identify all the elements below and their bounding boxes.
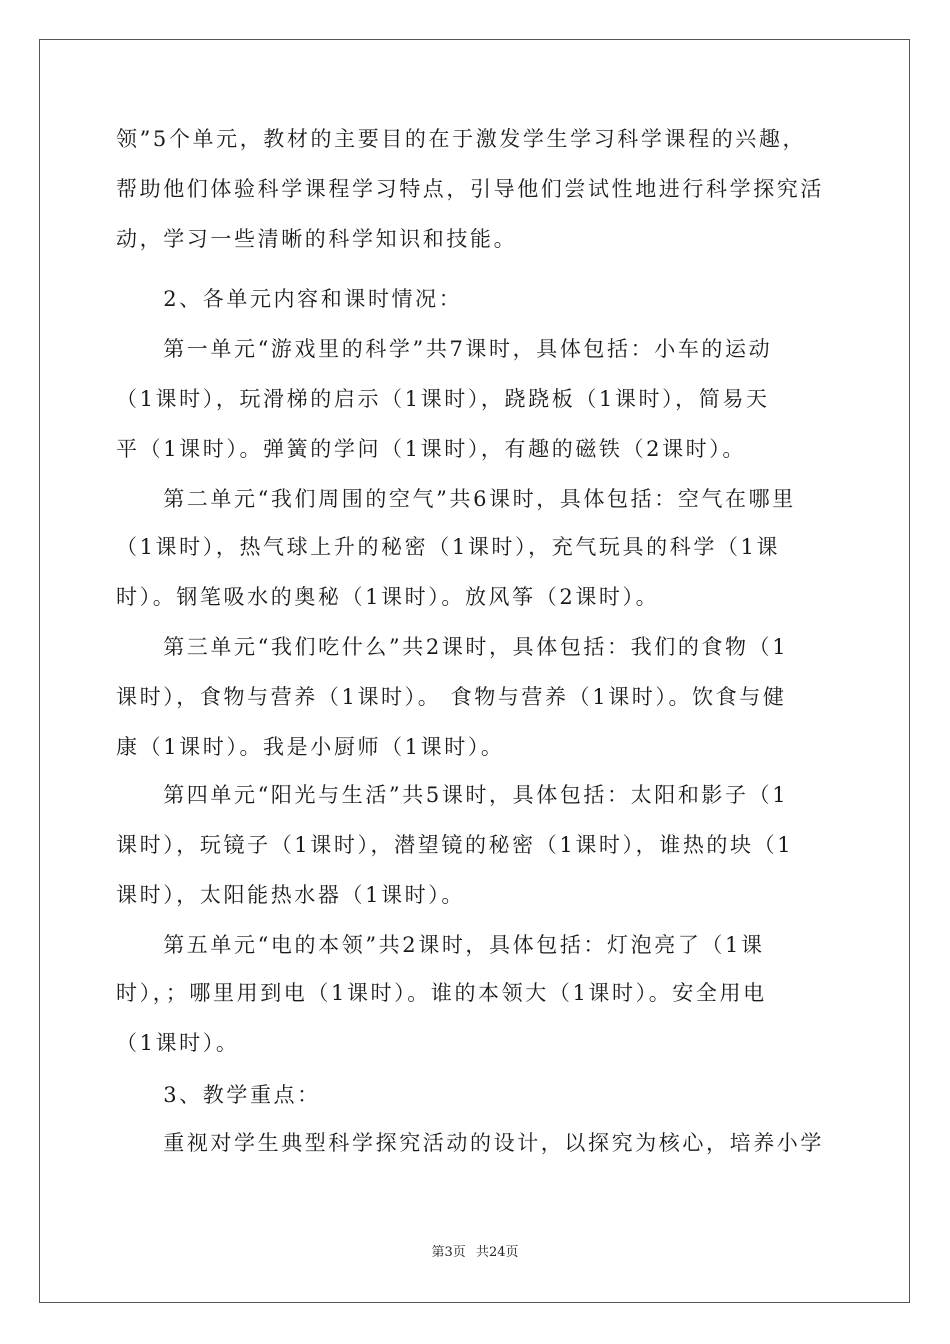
- text-line: 平（1课时）。弹簧的学问（1课时），有趣的磁铁（2课时）。: [116, 437, 746, 461]
- text-line: 第四单元“阳光与生活”共5课时，具体包括：太阳和影子（1: [116, 783, 789, 807]
- text-line: 第三单元“我们吃什么”共2课时，具体包括：我们的食物（1: [116, 635, 789, 659]
- text-line: 时），；哪里用到电（1课时）。谁的本领大（1课时）。安全用电: [116, 981, 767, 1005]
- text-line: 课时），太阳能热水器（1课时）。: [116, 883, 465, 907]
- text-line: 帮助他们体验科学课程学习特点，引导他们尝试性地进行科学探究活: [116, 177, 824, 201]
- text-line: 动，学习一些清晰的科学知识和技能。: [116, 227, 518, 251]
- section-heading: 3、教学重点：: [116, 1083, 321, 1107]
- text-line: （1课时），玩滑梯的启示（1课时），跷跷板（1课时），简易天: [116, 387, 770, 411]
- text-line: （1课时）。: [116, 1031, 240, 1055]
- page-total: 共24页: [475, 1245, 519, 1260]
- text-line: 时）。钢笔吸水的奥秘（1课时）。放风筝（2课时）。: [116, 585, 660, 609]
- page-footer: [0, 1244, 950, 1262]
- text-line: 康（1课时）。我是小厨师（1课时）。: [116, 735, 505, 759]
- text-line: 领”5个单元，教材的主要目的在于激发学生学习科学课程的兴趣，: [116, 127, 807, 151]
- text-line: 第五单元“电的本领”共2课时，具体包括：灯泡亮了（1课: [116, 933, 765, 957]
- text-line: 课时），玩镜子（1课时），潜望镜的秘密（1课时），谁热的块（1: [116, 833, 794, 857]
- section-heading: 2、各单元内容和课时情况：: [116, 287, 463, 311]
- page-number: 第3页: [431, 1245, 466, 1260]
- text-line: 课时），食物与营养（1课时）。 食物与营养（1课时）。饮食与健: [116, 685, 787, 709]
- text-line: 重视对学生典型科学探究活动的设计，以探究为核心，培养小学: [116, 1131, 824, 1155]
- text-line: 第一单元“游戏里的科学”共7课时，具体包括：小车的运动: [116, 337, 773, 361]
- text-line: 第二单元“我们周围的空气”共6课时，具体包括：空气在哪里: [116, 487, 796, 511]
- text-line: （1课时），热气球上升的秘密（1课时），充气玩具的科学（1课: [116, 535, 781, 559]
